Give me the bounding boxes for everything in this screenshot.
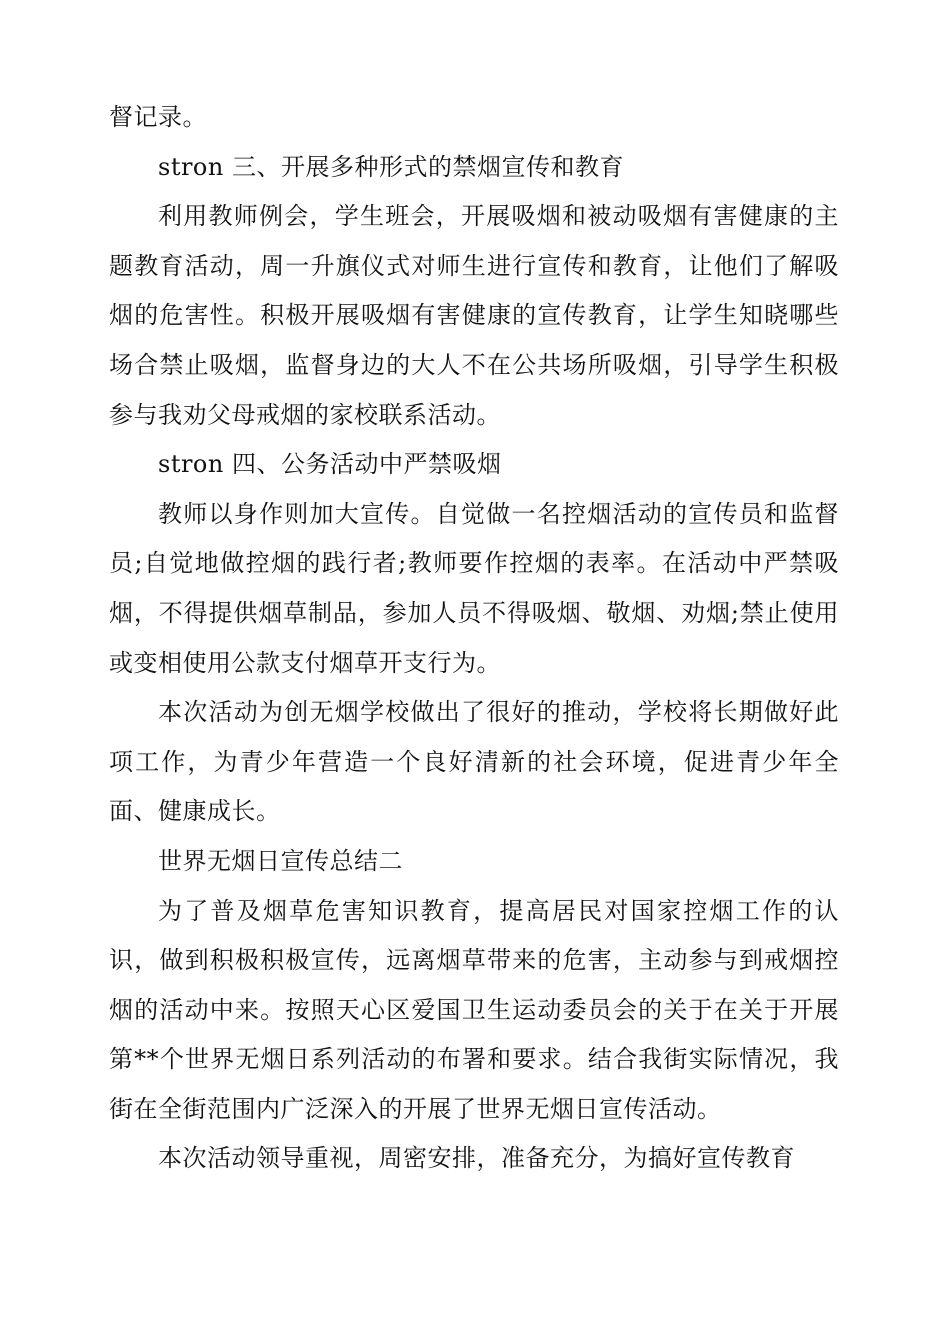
paragraph-education: 利用教师例会，学生班会，开展吸烟和被动吸烟有害健康的主题教育活动，周一升旗仪式对师生进行宣传和教育，让他们了解吸烟的危害性。积极开展吸烟有害健康的宣传教育，让学生知晓哪些场合禁止吸烟，监督身边的大人不在公共场所吸烟，引导学生积极参与我劝父母戒烟的家校联系活动。: [109, 202, 839, 429]
document-body: [109, 93, 839, 1184]
section-heading-3: stron 三、开展多种形式的禁烟宣传和教育: [158, 152, 624, 181]
paragraph-teachers: 教师以身作则加大宣传。自觉做一名控烟活动的宣传员和监督员;自觉地做控烟的践行者;教师要作控烟的表率。在活动中严禁吸烟，不得提供烟草制品，参加人员不得吸烟、敬烟、劝烟;禁止使用或变相使用公款支付烟草开支行为。: [109, 499, 839, 677]
section-heading-4: stron 四、公务活动中严禁吸烟: [158, 450, 502, 479]
paragraph-continuation: 督记录。: [109, 103, 207, 131]
paragraph-intro: 为了普及烟草危害知识教育，提高居民对国家控烟工作的认识，做到积极积极宣传，远离烟草带来的危害，主动参与到戒烟控烟的活动中来。按照天心区爱国卫生运动委员会的关于在关于开展第**个世界无烟日系列活动的布署和要求。结合我街实际情况，我街在全街范围内广泛深入的开展了世界无烟日宣传活动。: [109, 896, 839, 1123]
paragraph-activity: 本次活动领导重视，周密安排，准备充分，为搞好宣传教育: [158, 1144, 795, 1173]
section-title-summary-2: 世界无烟日宣传总结二: [158, 846, 403, 875]
paragraph-conclusion: 本次活动为创无烟学校做出了很好的推动，学校将长期做好此项工作，为青少年营造一个良好清新的社会环境，促进青少年全面、健康成长。: [109, 698, 839, 826]
